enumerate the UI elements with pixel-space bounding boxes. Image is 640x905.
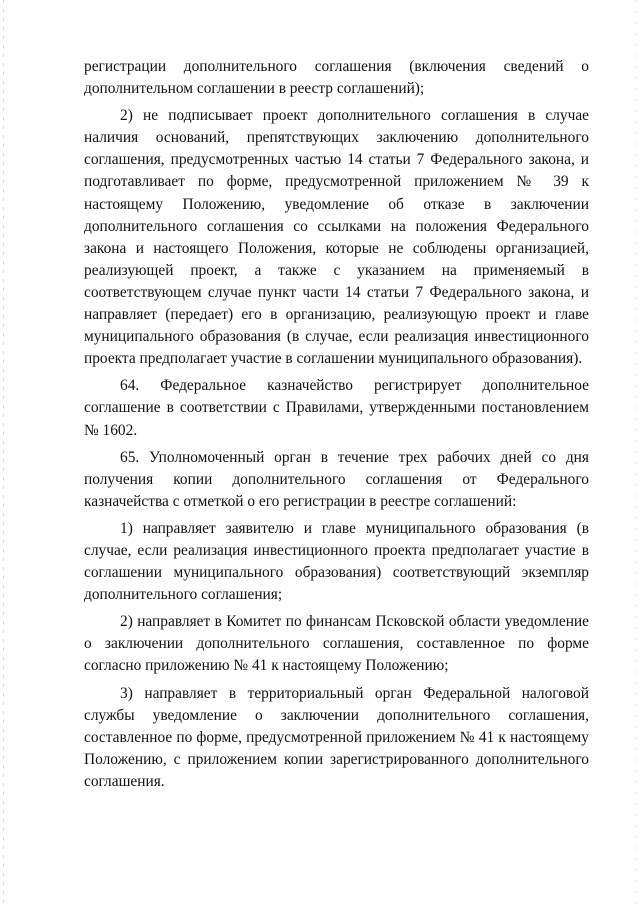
paragraph-65-item-2: 2) направляет в Комитет по финансам Псковской области уведомление о заключении дополнительного соглашения, составленное по форме согласно приложению № 41 к настоящему Положению; [84,613,589,675]
scan-edge-left [3,0,4,905]
scan-edge-right [636,0,637,905]
paragraph-item-2-refusal: 2) не подписывает проект дополнительного соглашения в случае наличия оснований, препятствующих заключению дополнительного соглашения, предусмотренных частью 14 статьи 7 Федерального закона, и подготавливает по форме, предусмотренной приложением № 39 к настоящему Положению, уведомление об отказе в заключении дополнительного соглашения со ссылками на положения Федерального закона и настоящего Положения, которые не соблюдены организацией, реализующей проект, а также с указанием на применяемый в соответствующем случае пункт части 14 статьи 7 Федерального закона, и направляет (передает) его в организацию, реализующую проект и главе муниципального образования (в случае, если реализация инвестиционного проекта предполагает участие в соглашении муниципального образования). [84,107,589,368]
paragraph-continuation: регистрации дополнительного соглашения (включения сведений о дополнительном соглашении в реестр соглашений); [84,58,589,98]
paragraph-65-item-1: 1) направляет заявителю и главе муниципального образования (в случае, если реализация инвестиционного проекта предполагает участие в соглашении муниципального образования) соответствующий экземпляр дополнительного соглашения; [84,519,589,604]
document-body [84,56,589,798]
paragraph-64: 64. Федеральное казначейство регистрирует дополнительное соглашение в соответствии с Правилами, утвержденными постановлением № 1602. [84,377,589,439]
paragraph-65-item-3: 3) направляет в территориальный орган Федеральной налоговой службы уведомление о заключении дополнительного соглашения, составленное по форме, предусмотренной приложением № 41 к настоящему Положению, с приложением копии зарегистрированного дополнительного соглашения. [84,684,589,790]
paragraph-65: 65. Уполномоченный орган в течение трех рабочих дней со дня получения копии дополнительного соглашения от Федерального казначейства с отметкой о его регистрации в реестре соглашений: [84,448,589,510]
